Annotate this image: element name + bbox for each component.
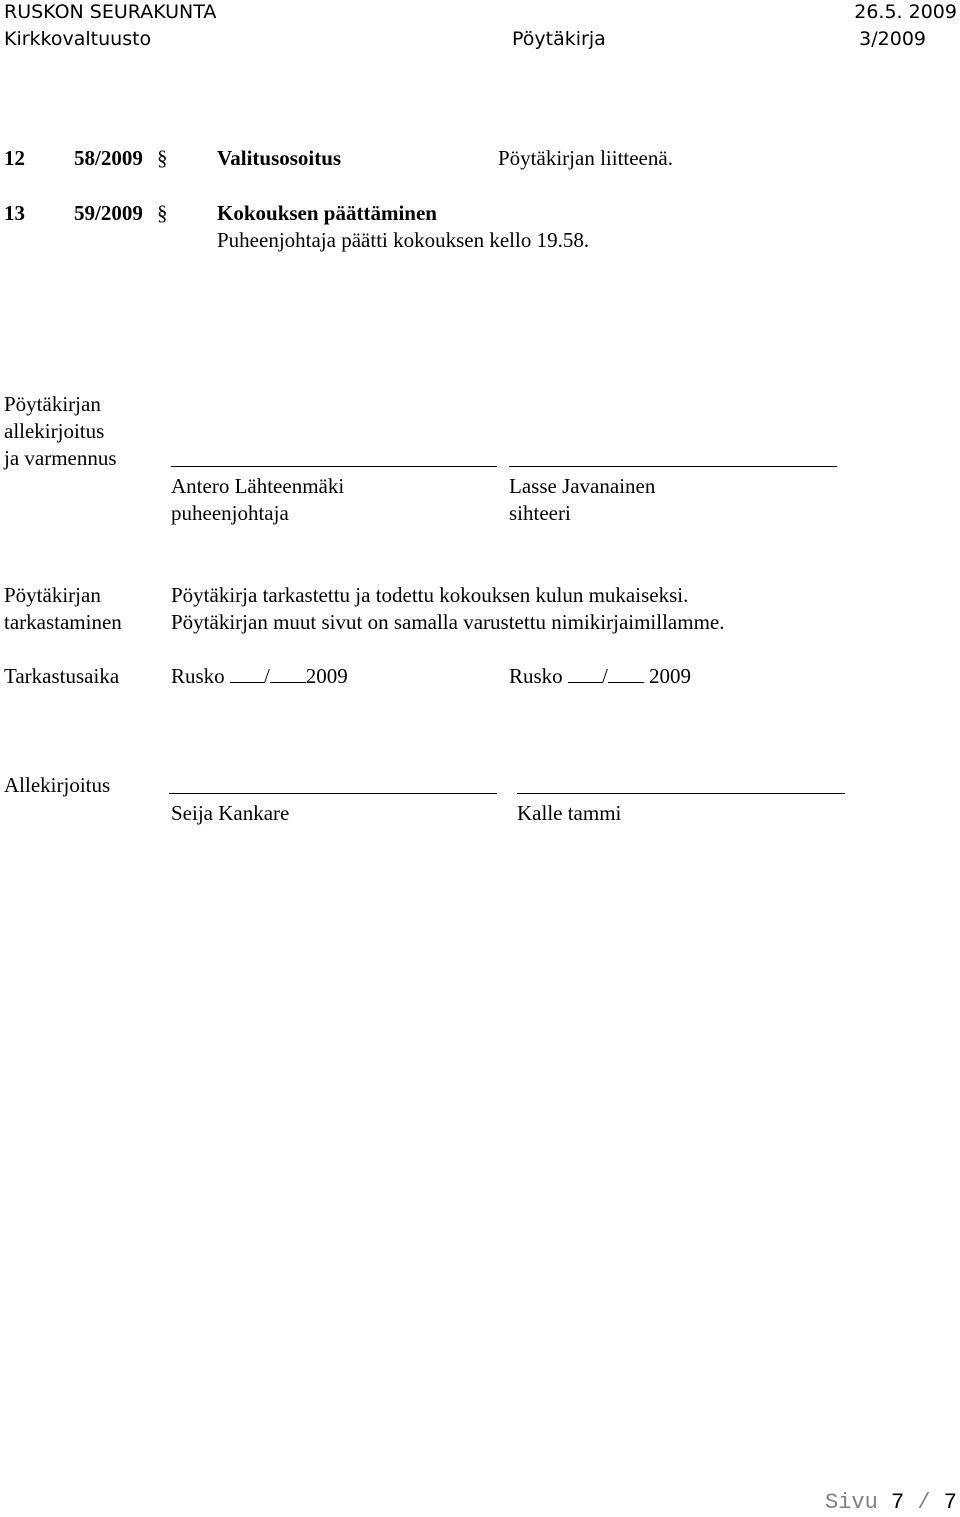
footer-page: 7 <box>890 1490 905 1515</box>
header-doc-type: Pöytäkirja <box>512 28 606 50</box>
month-blank-1 <box>270 664 306 683</box>
page-footer <box>825 1490 957 1516</box>
footer-sep: / <box>917 1490 931 1515</box>
header-org: RUSKON SEURAKUNTA <box>4 1 217 23</box>
item-12-number: 12 <box>4 146 25 170</box>
footer-word: Sivu <box>824 1490 878 1515</box>
slash-1: / <box>263 664 270 688</box>
signer-secretary-role: sihteeri <box>509 501 571 525</box>
review-time-2 <box>509 663 691 689</box>
section-icon: § <box>157 146 168 170</box>
item-13-number: 13 <box>4 201 25 225</box>
item-13-title: Kokouksen päättäminen <box>217 201 437 225</box>
signature-line-chair <box>171 466 497 467</box>
review-text-2: Pöytäkirjan muut sivut on samalla varustettu nimikirjaimillamme. <box>171 610 725 634</box>
signing-label-2: allekirjoitus <box>4 419 105 443</box>
review-time-label: Tarkastusaika <box>4 664 120 688</box>
signature-line-2 <box>517 793 845 794</box>
review-time-1 <box>171 663 348 689</box>
day-blank-2 <box>568 664 602 683</box>
slash-2: / <box>601 664 608 688</box>
review-label-1: Pöytäkirjan <box>4 583 101 607</box>
item-13-body: Puheenjohtaja päätti kokouksen kello 19.58. <box>217 228 590 252</box>
review-year-1: 2009 <box>305 664 348 688</box>
signing-label-3: ja varmennus <box>4 446 117 470</box>
signer-chair-role: puheenjohtaja <box>171 501 289 525</box>
signature-name-1: Seija Kankare <box>171 801 290 825</box>
signature-line-secretary <box>509 466 837 467</box>
review-year-2: 2009 <box>649 664 692 688</box>
signer-chair-name: Antero Lähteenmäki <box>171 474 345 498</box>
signing-label-1: Pöytäkirjan <box>4 392 101 416</box>
month-blank-2 <box>608 664 644 683</box>
signature-name-2: Kalle tammi <box>517 801 622 825</box>
footer-total: 7 <box>943 1490 957 1515</box>
header-doc-number: 3/2009 <box>859 28 926 50</box>
day-blank-1 <box>230 664 264 683</box>
signer-secretary-name: Lasse Javanainen <box>509 474 656 498</box>
item-13-ref: 59/2009 <box>74 201 143 225</box>
review-place-1: Rusko <box>171 664 225 688</box>
header-date: 26.5. 2009 <box>854 1 957 23</box>
item-12-note: Pöytäkirjan liitteenä. <box>498 146 673 170</box>
review-text-1: Pöytäkirja tarkastettu ja todettu kokouksen kulun mukaiseksi. <box>171 583 689 607</box>
signature-label: Allekirjoitus <box>4 773 111 797</box>
header-body: Kirkkovaltuusto <box>4 28 152 50</box>
section-icon: § <box>157 201 168 225</box>
review-label-2: tarkastaminen <box>4 610 122 634</box>
signature-line-1 <box>169 793 497 794</box>
review-place-2: Rusko <box>509 664 563 688</box>
item-12-ref: 58/2009 <box>74 146 143 170</box>
item-12-title: Valitusosoitus <box>217 146 342 170</box>
